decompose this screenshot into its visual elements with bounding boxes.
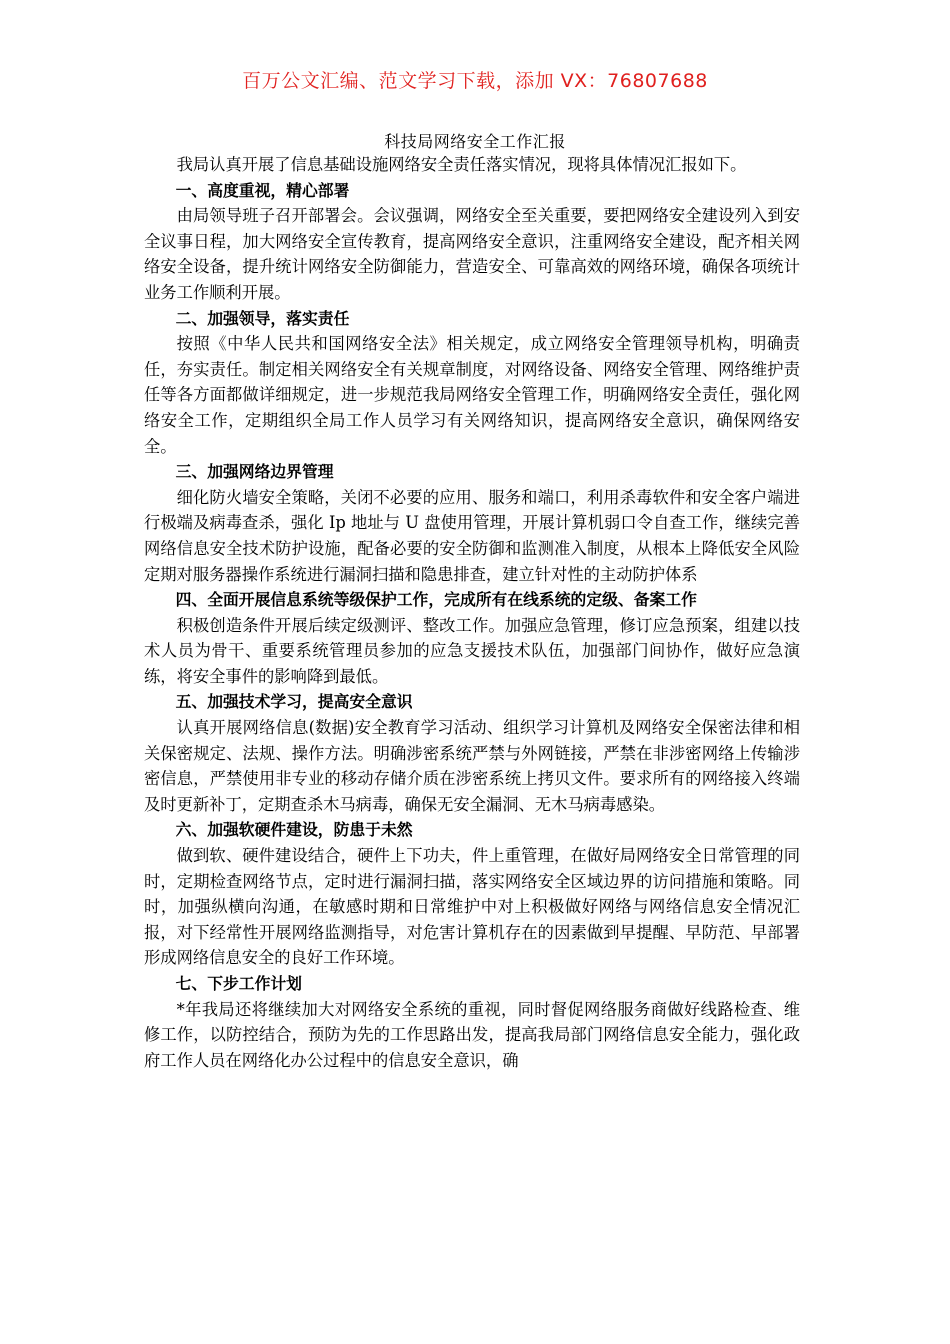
section-body-1: 由局领导班子召开部署会。会议强调，网络安全至关重要，要把网络安全建设列入到安全议事日程，加大网络安全宣传教育，提高网络安全意识，注重网络安全建设，配齐相关网络安全设备，提升统计网络安全防御能力，营造安全、可靠高效的网络环境，确保各项统计业务工作顺利开展。 <box>144 206 800 302</box>
section-heading-5: 五、加强技术学习，提高安全意识 <box>175 692 413 712</box>
section-heading-3: 三、加强网络边界管理 <box>175 462 334 482</box>
section-heading-4: 四、全面开展信息系统等级保护工作，完成所有在线系统的定级、备案工作 <box>175 590 697 610</box>
section-body-5: 认真开展网络信息(数据)安全教育学习活动、组织学习计算机及网络安全保密法律和相关保密规定、法规、操作方法。明确涉密系统严禁与外网链接，严禁在非涉密网络上传输涉密信息，严禁使用非专业的移动存储介质在涉密系统上拷贝文件。要求所有的网络接入终端及时更新补丁，定期查杀木马病毒，确保无安全漏洞、无木马病毒感染。 <box>144 718 800 814</box>
section-heading-6: 六、加强软硬件建设，防患于未然 <box>175 820 413 840</box>
document-title: 科技局网络安全工作汇报 <box>384 132 566 151</box>
section-body-2: 按照《中华人民共和国网络安全法》相关规定，成立网络安全管理领导机构，明确责任，夯实责任。制定相关网络安全有关规章制度，对网络设备、网络安全管理、网络维护责任等各方面都做详细规定，进一步规范我局网络安全管理工作，明确网络安全责任，强化网络安全工作，定期组织全局工作人员学习有关网络知识，提高网络安全意识，确保网络安全。 <box>144 334 800 456</box>
intro-paragraph: 我局认真开展了信息基础设施网络安全责任落实情况，现将具体情况汇报如下。 <box>176 155 747 174</box>
section-heading-1: 一、高度重视，精心部署 <box>175 180 350 200</box>
section-body-7: *年我局还将继续加大对网络安全系统的重视，同时督促网络服务商做好线路检查、维修工作，以防控结合，预防为先的工作思路出发，提高我局部门网络信息安全能力，强化政府工作人员在网络化办公过程中的信息安全意识，确 <box>144 999 800 1070</box>
section-body-6: 做到软、硬件建设结合，硬件上下功夫，件上重管理，在做好局网络安全日常管理的同时，定期检查网络节点，定时进行漏洞扫描，落实网络安全区域边界的访问措施和策略。同时，加强纵横向沟通，在敏感时期和日常维护中对上积极做好网络与网络信息安全情况汇报，对下经常性开展网络监测指导，对危害计算机存在的因素做到早提醒、早防范、早部署形成网络信息安全的良好工作环境。 <box>144 846 800 968</box>
document-body <box>144 152 800 1073</box>
promo-header-text: 百万公文汇编、范文学习下载，添加 VX：76807688 <box>242 70 708 92</box>
section-heading-2: 二、加强领导，落实责任 <box>175 308 350 328</box>
section-body-3: 细化防火墙安全策略，关闭不必要的应用、服务和端口，利用杀毒软件和安全客户端进行极端及病毒查杀，强化 Ip 地址与 U 盘使用管理，开展计算机弱口令自查工作，继续完善网络信息安全技术防护设施，配备必要的安全防御和监测准入制度，从根本上降低安全风险定期对服务器操作系统进行漏洞扫描和隐患排查，建立针对性的主动防护体系 <box>144 487 800 584</box>
section-heading-7: 七、下步工作计划 <box>175 974 302 993</box>
section-body-4: 积极创造条件开展后续定级测评、整改工作。加强应急管理，修订应急预案，组建以技术人员为骨干、重要系统管理员参加的应急支援技术队伍，加强部门间协作，做好应急演练，将安全事件的影响降到最低。 <box>144 615 800 686</box>
